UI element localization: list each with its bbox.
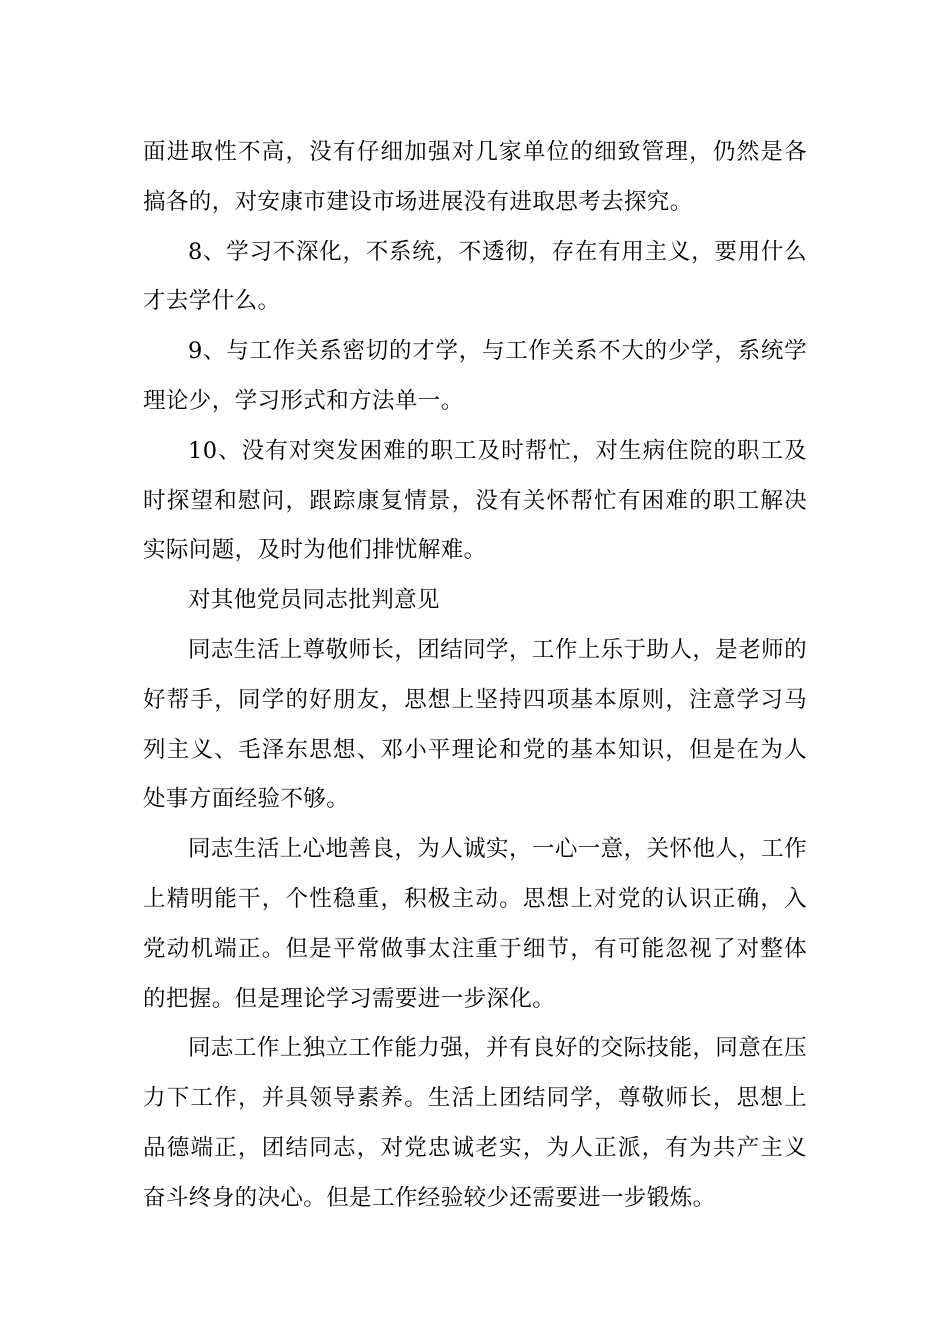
paragraph-comment-3: 同志工作上独立工作能力强，并有良好的交际技能，同意在压力下工作，并具领导素养。生活上团结同学，尊敬师长，思想上品德端正，团结同志，对党忠诚老实，为人正派，有为共产主义奋斗终身的决心。但是工作经验较少还需要进一步锻炼。 <box>143 1035 807 1211</box>
paragraph-comment-1: 同志生活上尊敬师长，团结同学，工作上乐于助人，是老师的好帮手，同学的好朋友，思想上坚持四项基本原则，注意学习马列主义、毛泽东思想、邓小平理论和党的基本知识，但是在为人处事方面经验不够。 <box>143 636 807 813</box>
paragraph-item-10: 10、没有对突发困难的职工及时帮忙，对生病住院的职工及时探望和慰问，跟踪康复情景，没有关怀帮忙有困难的职工解决实际问题，及时为他们排忧解难。 <box>143 437 807 564</box>
paragraph-continuation: 面进取性不高，没有仔细加强对几家单位的细致管理，仍然是各搞各的，对安康市建设市场进展没有进取思考去探究。 <box>143 139 807 215</box>
document-body <box>143 128 807 1224</box>
paragraph-comment-2: 同志生活上心地善良，为人诚实，一心一意，关怀他人，工作上精明能干，个性稳重，积极主动。思想上对党的认识正确，入党动机端正。但是平常做事太注重于细节，有可能忽视了对整体的把握。但是理论学习需要进一步深化。 <box>143 836 807 1012</box>
paragraph-item-9: 9、与工作关系密切的才学，与工作关系不大的少学，系统学理论少，学习形式和方法单一。 <box>143 338 807 414</box>
section-heading: 对其他党员同志批判意见 <box>188 587 440 614</box>
paragraph-item-8: 8、学习不深化，不系统，不透彻，存在有用主义，要用什么才去学什么。 <box>143 238 807 315</box>
